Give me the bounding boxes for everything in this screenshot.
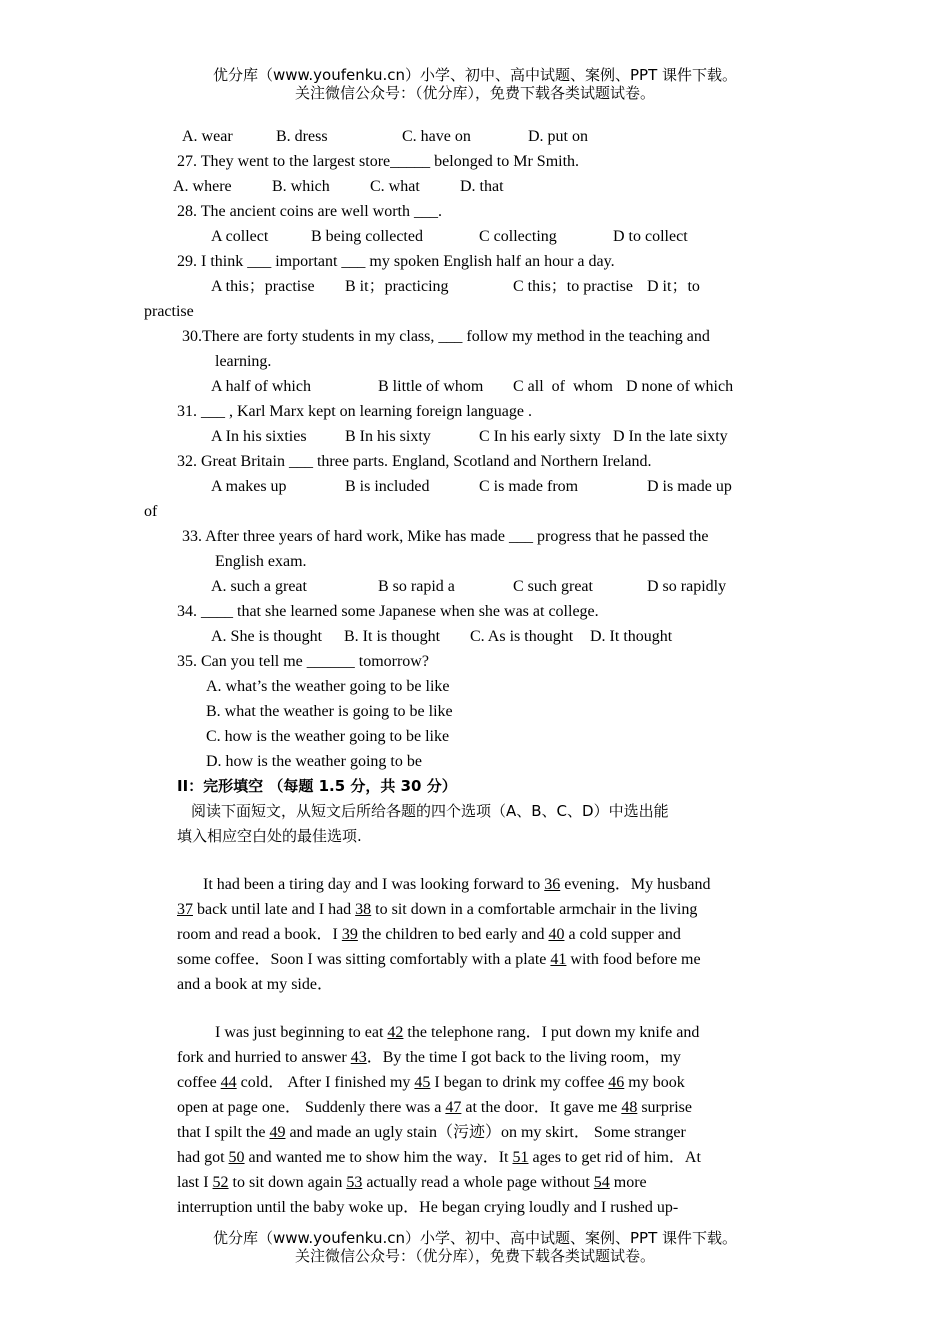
q28-option-b: B being collected [311,228,423,245]
blank-41: 41 [550,951,567,968]
q32-option-d: D is made up [647,478,732,495]
passage-text: It had been a tiring day and I was looking forward to [203,876,545,893]
q33-stem-line [0,524,950,549]
q31-stem-line [0,399,950,424]
q33-stem: 33. After three years of hard work, Mike has made ___ progress that he passed the [182,528,709,545]
q33-option-d: D so rapidly [647,578,727,595]
passage-text: surprise [637,1099,692,1116]
passage-line-9 [0,1095,950,1120]
q35-option-b-line [0,699,950,724]
q27-option-a: A. where [173,178,232,195]
footer-line-1: 优分库（www.youfenku.cn）小学、初中、高中试题、案例、PPT 课件下载。 [212,1229,738,1247]
q28-options [0,224,950,249]
section2-title-line [0,774,950,799]
passage-text: evening．My husband [560,876,711,893]
q26-options [0,124,950,149]
blank-43: 43 [350,1049,367,1066]
blank-54: 54 [593,1174,610,1191]
q34-option-d: D. It thought [590,628,673,645]
blank-45: 45 [414,1074,431,1091]
q29-stem: 29. I think ___ important ___ my spoken English half an hour a day. [177,253,615,270]
q30-option-b: B little of whom [378,378,484,395]
passage-text: coffee [177,1074,221,1091]
passage-line-4-text [177,947,701,972]
passage-line-11 [0,1145,950,1170]
passage-line-8 [0,1070,950,1095]
q35-option-d-line [0,749,950,774]
q28-stem: 28. The ancient coins are well worth ___. [177,203,442,220]
page-header [0,66,950,102]
blank-44: 44 [220,1074,237,1091]
passage-text: more [609,1174,647,1191]
q33-option-c: C such great [513,578,593,595]
q33-stem-cont: English exam. [215,553,307,570]
passage-line-9-text [177,1095,692,1120]
q30-stem-cont: learning. [215,353,272,370]
passage-text: fork and hurried to answer [177,1049,351,1066]
passage-text: to sit down again [228,1174,347,1191]
q32-options-wrap [0,499,950,524]
passage-text: I was just beginning to eat [215,1024,388,1041]
q34-stem-line [0,599,950,624]
blank-39: 39 [341,926,358,943]
blank-37: 37 [177,901,193,918]
q33-option-b: B so rapid a [378,578,455,595]
blank-53: 53 [346,1174,363,1191]
q29-option-c: C this；to practise [513,278,633,295]
q27-option-b: B. which [272,178,330,195]
q28-stem-line [0,199,950,224]
passage-text: I began to drink my coffee [430,1074,609,1091]
q35-stem: 35. Can you tell me ______ tomorrow? [177,653,429,670]
passage-line-10-text [177,1120,686,1145]
passage-line-6-text [215,1020,699,1045]
passage-text: had got [177,1149,229,1166]
q32-option-b: B is included [345,478,430,495]
blank-38: 38 [355,901,372,918]
q31-stem: 31. ___ , Karl Marx kept on learning foreign language . [177,403,533,420]
passage-text: that I spilt the [177,1124,270,1141]
blank-48: 48 [621,1099,638,1116]
q27-options [0,174,950,199]
paragraph-gap [0,997,950,1020]
passage-line-1 [0,872,950,897]
q30-stem: 30.There are forty students in my class, ___ follow my method in the teaching and [182,328,710,345]
q26-option-a: A. wear [182,128,233,145]
section2-instructions-1: 阅读下面短文，从短文后所给各题的四个选项（A、B、C、D）中选出能 [191,802,669,820]
q31-option-c: C In his early sixty [479,428,601,445]
q35-option-a: A. what’s the weather going to be like [206,678,450,695]
q30-option-c: C all of whom [513,378,613,395]
passage-line-2 [0,897,950,922]
passage-text: last I [177,1174,213,1191]
passage-line-11-text [177,1145,701,1170]
q29-options-wrap [0,299,950,324]
q30-options [0,374,950,399]
blank-51: 51 [512,1149,529,1166]
passage-line-12-text [177,1170,647,1195]
passage-text: room and read a book．I [177,926,342,943]
passage-line-4 [0,947,950,972]
q28-option-d: D to collect [613,228,688,245]
q30-option-a: A half of which [211,378,311,395]
passage-text: ages to get rid of him．At [528,1149,701,1166]
blank-40: 40 [548,926,565,943]
passage-line-6 [0,1020,950,1045]
blank-50: 50 [228,1149,245,1166]
passage-text: the children to bed early and [357,926,549,943]
q33-option-a: A. such a great [211,578,307,595]
exam-content [0,124,950,1220]
passage-text: with food before me [566,951,701,968]
passage-line-8-text [177,1070,685,1095]
passage-line-7-text [177,1045,681,1070]
q29-option-d-cont: practise [144,303,194,320]
passage-text: to sit down in a comfortable armchair in the living [371,901,698,918]
q34-stem: 34. ____ that she learned some Japanese when she was at college. [177,603,599,620]
passage-text: cold． After I finished my [236,1074,415,1091]
passage-line-2-text [177,897,697,922]
blank-42: 42 [387,1024,404,1041]
q35-option-a-line [0,674,950,699]
q34-options [0,624,950,649]
passage-text: and wanted me to show him the way．It [244,1149,513,1166]
passage-line-5 [0,972,950,997]
q29-option-d: D it；to [647,278,700,295]
blank-52: 52 [212,1174,229,1191]
q34-option-a: A. She is thought [211,628,323,645]
q32-stem: 32. Great Britain ___ three parts. England, Scotland and Northern Ireland. [177,453,652,470]
q31-option-d: D In the late sixty [613,428,728,445]
q34-option-b: B. It is thought [344,628,441,645]
q26-option-d: D. put on [528,128,588,145]
q29-stem-line [0,249,950,274]
footer-line-2: 关注微信公众号：（优分库），免费下载各类试题试卷。 [294,1247,655,1265]
blank-49: 49 [269,1124,286,1141]
q35-option-c: C. how is the weather going to be like [206,728,450,745]
passage-line-13 [0,1195,950,1220]
q32-option-d-cont: of [144,503,158,520]
passage-text: back until late and I had [193,901,356,918]
q30-stem-line [0,324,950,349]
q32-stem-line [0,449,950,474]
passage-line-12 [0,1170,950,1195]
q34-option-c: C. As is thought [470,628,574,645]
q28-option-c: C collecting [479,228,557,245]
passage-text: and a book at my side． [177,976,333,993]
paragraph-gap [0,849,950,872]
q27-stem: 27. They went to the largest store_____ belonged to Mr Smith. [177,153,580,170]
blank-46: 46 [608,1074,625,1091]
q27-stem-line [0,149,950,174]
passage-text: the telephone rang．I put down my knife and [403,1024,700,1041]
passage-text: a cold supper and [564,926,681,943]
q31-option-b: B In his sixty [345,428,431,445]
passage-line-7 [0,1045,950,1070]
blank-36: 36 [544,876,561,893]
q33-stem-wrap [0,549,950,574]
section2-instructions-line-2 [0,824,950,849]
passage-line-1-text [203,872,710,897]
passage-text: some coffee．Soon I was sitting comfortably with a plate [177,951,551,968]
q30-option-d: D none of which [626,378,734,395]
q28-option-a: A collect [211,228,269,245]
blank-47: 47 [445,1099,462,1116]
passage-line-3-text [177,922,681,947]
passage-text: interruption until the baby woke up．He began crying loudly and I rushed up- [177,1199,679,1216]
section2-title: II：完形填空 （每题 1.5 分，共 30 分） [177,777,457,795]
q27-option-c: C. what [370,178,420,195]
q30-stem-wrap [0,349,950,374]
q35-option-d: D. how is the weather going to be [206,753,422,770]
header-line-2: 关注微信公众号：（优分库），免费下载各类试题试卷。 [294,84,655,102]
q26-option-c: C. have on [402,128,471,145]
section2-instructions-2: 填入相应空白处的最佳选项. [177,827,362,845]
header-line-1: 优分库（www.youfenku.cn）小学、初中、高中试题、案例、PPT 课件下载。 [212,66,738,84]
q33-options [0,574,950,599]
q35-stem-line [0,649,950,674]
passage-text: actually read a whole page without [362,1174,594,1191]
q35-option-b: B. what the weather is going to be like [206,703,453,720]
q29-option-b: B it；practicing [345,278,449,295]
passage-text: my book [624,1074,685,1091]
q31-options [0,424,950,449]
passage-text: ．By the time I got back to the living room，my [366,1049,681,1066]
passage-text: and made an ugly stain（污迹）on my skirt． Some stranger [285,1124,686,1141]
section2-instructions-line-1 [0,799,950,824]
passage-line-10 [0,1120,950,1145]
passage-text: at the door．It gave me [461,1099,622,1116]
q32-options [0,474,950,499]
q26-option-b: B. dress [276,128,328,145]
q27-option-d: D. that [460,178,504,195]
page-footer [0,1229,950,1265]
q29-option-a: A this；practise [211,278,315,295]
q35-option-c-line [0,724,950,749]
q32-option-c: C is made from [479,478,579,495]
q29-options [0,274,950,299]
q31-option-a: A In his sixties [211,428,307,445]
q32-option-a: A makes up [211,478,287,495]
passage-line-3 [0,922,950,947]
passage-text: open at page one． Suddenly there was a [177,1099,446,1116]
